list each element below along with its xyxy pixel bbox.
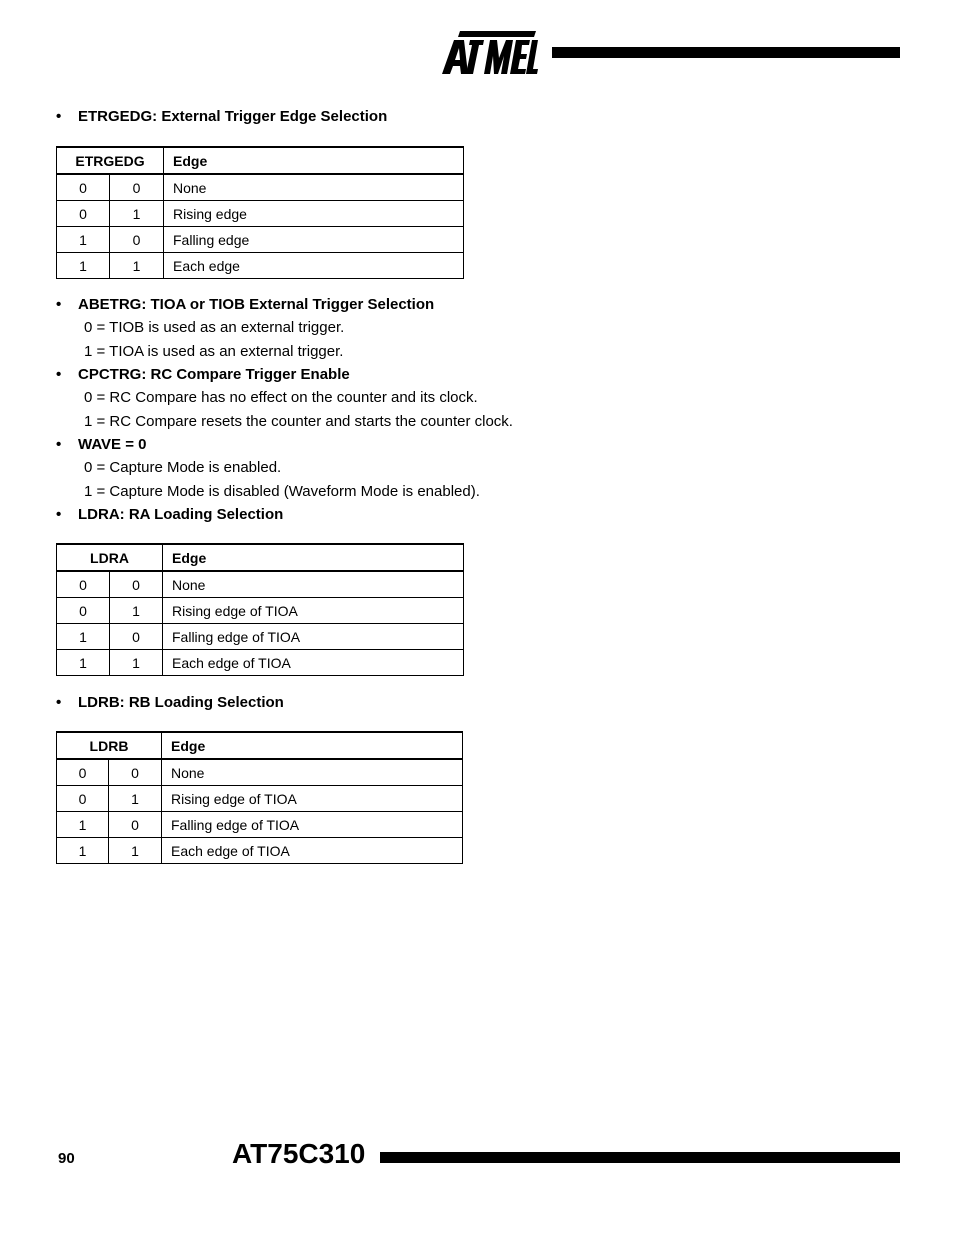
table-row: 0 0 None [57, 174, 464, 201]
cpctrg-desc-0: 0 = RC Compare has no effect on the counter and its clock. [84, 389, 478, 406]
abetrg-desc-1: 1 = TIOA is used as an external trigger. [84, 343, 344, 360]
atmel-logo [440, 28, 538, 78]
table-header-edge: Edge [162, 732, 463, 759]
cpctrg-heading: • CPCTRG: RC Compare Trigger Enable [56, 366, 350, 383]
table-row: 1 0 Falling edge [57, 227, 464, 253]
table-row: 0 0 None [57, 571, 464, 598]
table-row: 1 1 Each edge of TIOA [57, 650, 464, 676]
cpctrg-desc-1: 1 = RC Compare resets the counter and starts the counter clock. [84, 413, 513, 430]
table-header-edge: Edge [163, 544, 464, 571]
table-row: 1 0 Falling edge of TIOA [57, 812, 463, 838]
table-header-field: LDRB [57, 732, 162, 759]
ldrb-heading: • LDRB: RB Loading Selection [56, 694, 284, 711]
table-header-field: ETRGEDG [57, 147, 164, 174]
etrgedg-heading: • ETRGEDG: External Trigger Edge Selection [56, 108, 388, 125]
ldra-heading: • LDRA: RA Loading Selection [56, 506, 284, 523]
wave-desc-1: 1 = Capture Mode is disabled (Waveform Mode is enabled). [84, 483, 480, 500]
table-row: 0 1 Rising edge of TIOA [57, 786, 463, 812]
table-row: 1 1 Each edge [57, 253, 464, 279]
table-header-edge: Edge [164, 147, 464, 174]
table-row: 1 1 Each edge of TIOA [57, 838, 463, 864]
footer-rule [380, 1152, 900, 1163]
document-title: AT75C310 [232, 1138, 366, 1169]
page-number: 90 [58, 1150, 75, 1167]
table-row: 0 1 Rising edge of TIOA [57, 598, 464, 624]
table-row: 1 0 Falling edge of TIOA [57, 624, 464, 650]
abetrg-desc-0: 0 = TIOB is used as an external trigger. [84, 319, 345, 336]
ldrb-table [56, 731, 463, 864]
wave-desc-0: 0 = Capture Mode is enabled. [84, 459, 282, 476]
ldra-table [56, 543, 464, 676]
header-rule [552, 47, 900, 58]
abetrg-heading: • ABETRG: TIOA or TIOB External Trigger Selection [56, 296, 435, 313]
etrgedg-table [56, 146, 464, 279]
table-header-field: LDRA [57, 544, 163, 571]
table-row: 0 1 Rising edge [57, 201, 464, 227]
table-row: 0 0 None [57, 759, 463, 786]
wave-heading: • WAVE = 0 [56, 436, 147, 453]
